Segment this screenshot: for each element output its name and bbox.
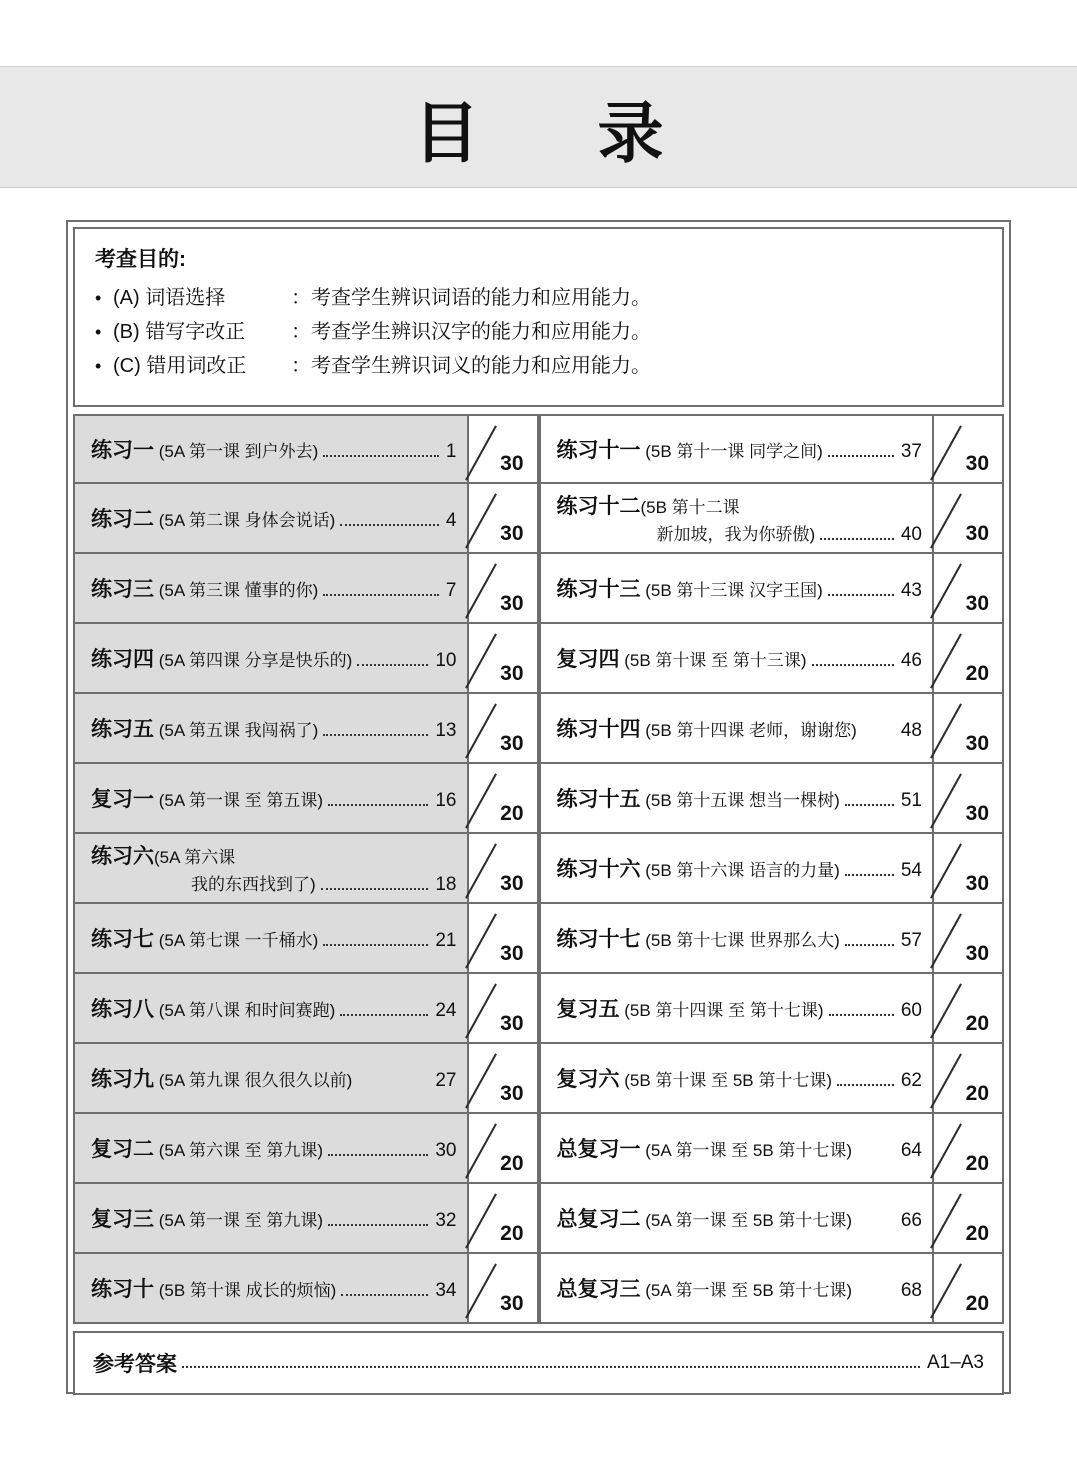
entry-title: 练习十三 — [556, 578, 641, 601]
entry-title: 练习一 — [91, 439, 154, 462]
entry-subtitle: (5A 第八课 和时间赛跑) — [154, 1001, 336, 1020]
toc-entry[interactable] — [539, 624, 933, 694]
entry-page: 43 — [900, 580, 922, 601]
table-row — [73, 1254, 539, 1324]
slash-icon — [930, 703, 962, 758]
table-row — [539, 764, 1005, 834]
entry-title: 复习三 — [91, 1208, 154, 1231]
score-total: 20 — [965, 1152, 989, 1175]
entry-subtitle: (5B 第十一课 同学之间) — [640, 442, 823, 461]
bullet-icon: • — [95, 322, 102, 342]
entry-subtitle: (5B 第十课 成长的烦恼) — [154, 1281, 337, 1300]
toc-column-right — [539, 414, 1005, 1324]
score-cell — [932, 1184, 1004, 1254]
slash-icon — [465, 983, 497, 1038]
table-row — [73, 554, 539, 624]
leader-dots — [828, 443, 894, 457]
slash-icon — [465, 843, 497, 898]
toc-entry[interactable] — [539, 694, 933, 764]
score-total: 30 — [500, 1082, 524, 1105]
score-total: 20 — [965, 1222, 989, 1245]
purpose-item-label: (B) 错写字改正 — [113, 321, 246, 343]
slash-icon — [930, 1263, 962, 1318]
slash-icon — [930, 1123, 962, 1178]
entry-title: 练习三 — [91, 578, 154, 601]
entry-title: 练习六 — [91, 845, 154, 868]
table-row — [73, 904, 539, 974]
score-cell — [467, 904, 539, 974]
bullet-icon: • — [95, 288, 102, 308]
slash-icon — [465, 425, 497, 480]
toc-entry[interactable] — [539, 974, 933, 1044]
entry-page: 16 — [435, 790, 457, 811]
entry-subtitle: (5B 第十二课 — [640, 498, 740, 517]
leader-dots — [820, 526, 894, 540]
score-total: 20 — [500, 802, 524, 825]
entry-subtitle: (5B 第十课 至 第十三课) — [619, 651, 807, 670]
score-total: 30 — [500, 872, 524, 895]
score-total: 20 — [500, 1152, 524, 1175]
toc-table — [73, 414, 1004, 1324]
toc-entry[interactable] — [539, 1184, 933, 1254]
table-row — [73, 694, 539, 764]
entry-subtitle: (5B 第十五课 想当一棵树) — [640, 791, 840, 810]
leader-dots — [837, 1072, 894, 1086]
entry-subtitle: (5B 第十四课 至 第十七课) — [619, 1001, 824, 1020]
toc-column-left — [73, 414, 539, 1324]
entry-subtitle: (5A 第六课 — [154, 848, 236, 867]
purpose-item-separator: ： — [291, 321, 311, 343]
entry-subtitle: (5A 第二课 身体会说话) — [154, 511, 336, 530]
table-row — [539, 484, 1005, 554]
score-total: 20 — [965, 662, 989, 685]
score-total: 30 — [500, 592, 524, 615]
toc-entry[interactable] — [73, 1114, 467, 1184]
score-total: 30 — [500, 942, 524, 965]
score-total: 30 — [500, 522, 524, 545]
entry-page: 40 — [900, 524, 922, 545]
purpose-item-label: (C) 错用词改正 — [113, 355, 247, 377]
leader-dots — [323, 582, 439, 596]
purpose-item — [95, 315, 982, 349]
score-total: 30 — [965, 732, 989, 755]
entry-page: 46 — [900, 650, 922, 671]
entry-page: 18 — [435, 874, 457, 895]
entry-title: 总复习二 — [556, 1208, 641, 1231]
bullet-icon: • — [95, 356, 102, 376]
score-total: 20 — [965, 1082, 989, 1105]
entry-title: 练习五 — [91, 718, 154, 741]
entry-page: 34 — [435, 1280, 457, 1301]
entry-page: 24 — [435, 1000, 457, 1021]
score-total: 20 — [500, 1222, 524, 1245]
entry-subtitle: (5B 第十七课 世界那么大) — [640, 931, 840, 950]
entry-page: 62 — [900, 1070, 922, 1091]
entry-page: 64 — [900, 1140, 922, 1161]
score-total: 30 — [500, 732, 524, 755]
score-cell — [467, 1254, 539, 1324]
table-row — [73, 1044, 539, 1114]
leader-dots — [340, 512, 439, 526]
slash-icon — [930, 633, 962, 688]
entry-subtitle: (5A 第一课 至 5B 第十七课) — [640, 1281, 853, 1300]
entry-title: 练习十四 — [556, 718, 641, 741]
table-row — [73, 624, 539, 694]
slash-icon — [930, 563, 962, 618]
slash-icon — [465, 913, 497, 968]
slash-icon — [930, 1193, 962, 1248]
score-cell — [932, 1044, 1004, 1114]
entry-title: 练习十一 — [556, 439, 641, 462]
entry-title: 复习一 — [91, 788, 154, 811]
purpose-item-label: (A) 词语选择 — [113, 287, 226, 309]
entry-subtitle: (5B 第十课 至 5B 第十七课) — [619, 1071, 833, 1090]
slash-icon — [465, 633, 497, 688]
leader-dots — [857, 1214, 894, 1226]
entry-title: 练习七 — [91, 928, 154, 951]
entry-title: 练习九 — [91, 1068, 154, 1091]
score-total: 30 — [500, 662, 524, 685]
entry-title: 总复习三 — [556, 1278, 641, 1301]
table-row — [73, 1184, 539, 1254]
entry-page: 54 — [900, 860, 922, 881]
leader-dots — [341, 1282, 428, 1296]
leader-dots — [845, 862, 894, 876]
entry-page: 66 — [900, 1210, 922, 1231]
toc-entry[interactable] — [539, 1114, 933, 1184]
entry-subtitle-line2: 新加坡，我为你骄傲) — [656, 525, 816, 544]
table-row — [539, 904, 1005, 974]
leader-dots — [357, 652, 428, 666]
entry-title: 复习二 — [91, 1138, 154, 1161]
leader-dots — [845, 792, 894, 806]
entry-subtitle: (5A 第一课 至 5B 第十七课) — [640, 1211, 853, 1230]
table-row — [73, 834, 539, 904]
entry-title: 练习二 — [91, 508, 154, 531]
slash-icon — [930, 425, 962, 480]
toc-entry[interactable] — [73, 414, 467, 484]
purpose-item — [95, 281, 982, 315]
entry-title: 总复习一 — [556, 1138, 641, 1161]
answers-page: A1–A3 — [926, 1352, 984, 1373]
score-cell — [467, 694, 539, 764]
slash-icon — [930, 843, 962, 898]
toc-entry[interactable] — [73, 904, 467, 974]
page-title-band — [0, 66, 1077, 188]
table-row — [73, 764, 539, 834]
table-row — [539, 1184, 1005, 1254]
score-cell — [932, 834, 1004, 904]
entry-subtitle: (5B 第十四课 老师，谢谢您) — [640, 721, 857, 740]
entry-page: 48 — [900, 720, 922, 741]
toc-entry[interactable] — [539, 554, 933, 624]
leader-dots — [357, 1074, 428, 1086]
toc-entry[interactable] — [73, 554, 467, 624]
table-row — [539, 554, 1005, 624]
score-total: 30 — [965, 522, 989, 545]
score-cell — [467, 1114, 539, 1184]
score-total: 20 — [965, 1012, 989, 1035]
entry-page: 37 — [900, 441, 922, 462]
leader-dots — [323, 443, 439, 457]
entry-page: 21 — [435, 930, 457, 951]
leader-dots — [328, 792, 428, 806]
score-cell — [467, 414, 539, 484]
score-cell — [932, 554, 1004, 624]
score-cell — [467, 1044, 539, 1114]
leader-dots — [328, 1212, 428, 1226]
score-cell — [467, 1184, 539, 1254]
slash-icon — [930, 913, 962, 968]
entry-subtitle: (5A 第一课 至 5B 第十七课) — [640, 1141, 853, 1160]
entry-title: 复习六 — [556, 1068, 620, 1091]
table-row — [539, 1114, 1005, 1184]
entry-title: 练习十五 — [556, 788, 641, 811]
table-row — [73, 484, 539, 554]
entry-page: 57 — [900, 930, 922, 951]
leader-dots — [845, 932, 894, 946]
entry-page: 30 — [435, 1140, 457, 1161]
score-cell — [467, 974, 539, 1044]
entry-subtitle: (5A 第一课 至 第五课) — [154, 791, 324, 810]
toc-entry[interactable] — [539, 904, 933, 974]
slash-icon — [465, 1193, 497, 1248]
slash-icon — [930, 1053, 962, 1108]
entry-title: 复习四 — [556, 648, 620, 671]
purpose-item — [95, 349, 982, 383]
toc-entry[interactable] — [73, 974, 467, 1044]
purpose-item-separator: ： — [291, 287, 311, 309]
entry-subtitle: (5A 第六课 至 第九课) — [154, 1141, 324, 1160]
entry-title: 练习四 — [91, 648, 154, 671]
score-total: 30 — [500, 1012, 524, 1035]
entry-subtitle: (5A 第五课 我闯祸了) — [154, 721, 319, 740]
entry-page: 7 — [445, 580, 457, 601]
entry-page: 10 — [435, 650, 457, 671]
entry-page: 1 — [445, 441, 457, 462]
slash-icon — [930, 773, 962, 828]
slash-icon — [930, 983, 962, 1038]
toc-entry[interactable] — [73, 764, 467, 834]
entry-title: 练习十七 — [556, 928, 641, 951]
purpose-item-text: 考查学生辨识汉字的能力和应用能力。 — [311, 321, 651, 343]
slash-icon — [465, 773, 497, 828]
table-row — [539, 694, 1005, 764]
entry-page: 13 — [435, 720, 457, 741]
toc-entry[interactable] — [539, 834, 933, 904]
score-cell — [467, 834, 539, 904]
entry-subtitle: (5B 第十六课 语言的力量) — [640, 861, 840, 880]
toc-entry[interactable] — [539, 414, 933, 484]
purpose-item-text: 考查学生辨识词语的能力和应用能力。 — [311, 287, 651, 309]
purpose-box — [73, 227, 1004, 407]
score-total: 30 — [965, 872, 989, 895]
leader-dots — [812, 652, 894, 666]
table-row — [539, 834, 1005, 904]
slash-icon — [465, 1263, 497, 1318]
entry-page: 32 — [435, 1210, 457, 1231]
leader-dots — [328, 1142, 428, 1156]
leader-dots — [857, 1144, 894, 1156]
entry-title: 练习十六 — [556, 858, 641, 881]
score-cell — [932, 974, 1004, 1044]
answers-row[interactable] — [73, 1331, 1004, 1395]
slash-icon — [465, 703, 497, 758]
leader-dots — [323, 932, 428, 946]
score-total: 30 — [965, 592, 989, 615]
table-row — [73, 1114, 539, 1184]
table-row — [539, 974, 1005, 1044]
toc-entry[interactable] — [539, 484, 933, 554]
leader-dots — [862, 724, 894, 736]
entry-subtitle: (5A 第一课 至 第九课) — [154, 1211, 324, 1230]
toc-entry[interactable] — [73, 694, 467, 764]
entry-title: 练习十 — [91, 1278, 154, 1301]
entry-title: 复习五 — [556, 998, 620, 1021]
entry-page: 60 — [900, 1000, 922, 1021]
purpose-item-separator: ： — [291, 355, 311, 377]
toc-entry[interactable] — [539, 764, 933, 834]
entry-subtitle: (5A 第三课 懂事的你) — [154, 581, 319, 600]
score-cell — [932, 764, 1004, 834]
entry-page: 68 — [900, 1280, 922, 1301]
content-frame — [66, 220, 1011, 1394]
leader-dots — [829, 1002, 894, 1016]
score-cell — [467, 554, 539, 624]
slash-icon — [465, 1123, 497, 1178]
score-total: 30 — [500, 1292, 524, 1315]
entry-subtitle-line2: 我的东西找到了) — [191, 875, 316, 894]
entry-title: 练习十二 — [556, 495, 641, 518]
score-cell — [932, 694, 1004, 764]
toc-entry[interactable] — [73, 834, 467, 904]
toc-entry[interactable] — [73, 484, 467, 554]
table-row — [539, 1254, 1005, 1324]
entry-subtitle: (5A 第四课 分享是快乐的) — [154, 651, 353, 670]
score-cell — [932, 1254, 1004, 1324]
score-total: 20 — [965, 1292, 989, 1315]
score-cell — [932, 414, 1004, 484]
purpose-item-text: 考查学生辨识词义的能力和应用能力。 — [311, 355, 651, 377]
score-total: 30 — [965, 942, 989, 965]
slash-icon — [930, 493, 962, 548]
score-cell — [467, 624, 539, 694]
score-cell — [932, 484, 1004, 554]
purpose-heading: 考查目的: — [95, 248, 186, 271]
score-cell — [932, 904, 1004, 974]
entry-subtitle: (5A 第七课 一千桶水) — [154, 931, 319, 950]
leader-dots — [857, 1284, 894, 1296]
page-title: 目 录 — [413, 94, 690, 172]
entry-subtitle: (5A 第九课 很久很久以前) — [154, 1071, 353, 1090]
leader-dots — [321, 876, 429, 890]
score-total: 30 — [965, 802, 989, 825]
table-row — [539, 1044, 1005, 1114]
entry-subtitle: (5A 第一课 到户外去) — [154, 442, 319, 461]
score-cell — [467, 764, 539, 834]
table-row — [539, 624, 1005, 694]
entry-subtitle: (5B 第十三课 汉字王国) — [640, 581, 823, 600]
toc-entry[interactable] — [73, 1184, 467, 1254]
leader-dots — [340, 1002, 428, 1016]
table-row — [73, 414, 539, 484]
answers-label: 参考答案 — [93, 1353, 177, 1376]
toc-entry[interactable] — [539, 1254, 933, 1324]
toc-entry[interactable] — [73, 1044, 467, 1114]
table-row — [73, 974, 539, 1044]
score-total: 30 — [500, 452, 524, 475]
entry-page: 4 — [445, 510, 457, 531]
toc-entry[interactable] — [539, 1044, 933, 1114]
slash-icon — [465, 1053, 497, 1108]
leader-dots — [182, 1354, 920, 1368]
toc-entry[interactable] — [73, 1254, 467, 1324]
slash-icon — [465, 493, 497, 548]
toc-entry[interactable] — [73, 624, 467, 694]
score-total: 30 — [965, 452, 989, 475]
entry-page: 51 — [900, 790, 922, 811]
score-cell — [467, 484, 539, 554]
score-cell — [932, 1114, 1004, 1184]
entry-title: 练习八 — [91, 998, 154, 1021]
slash-icon — [465, 563, 497, 618]
score-cell — [932, 624, 1004, 694]
leader-dots — [828, 582, 894, 596]
entry-page: 27 — [435, 1070, 457, 1091]
leader-dots — [323, 722, 428, 736]
table-row — [539, 414, 1005, 484]
